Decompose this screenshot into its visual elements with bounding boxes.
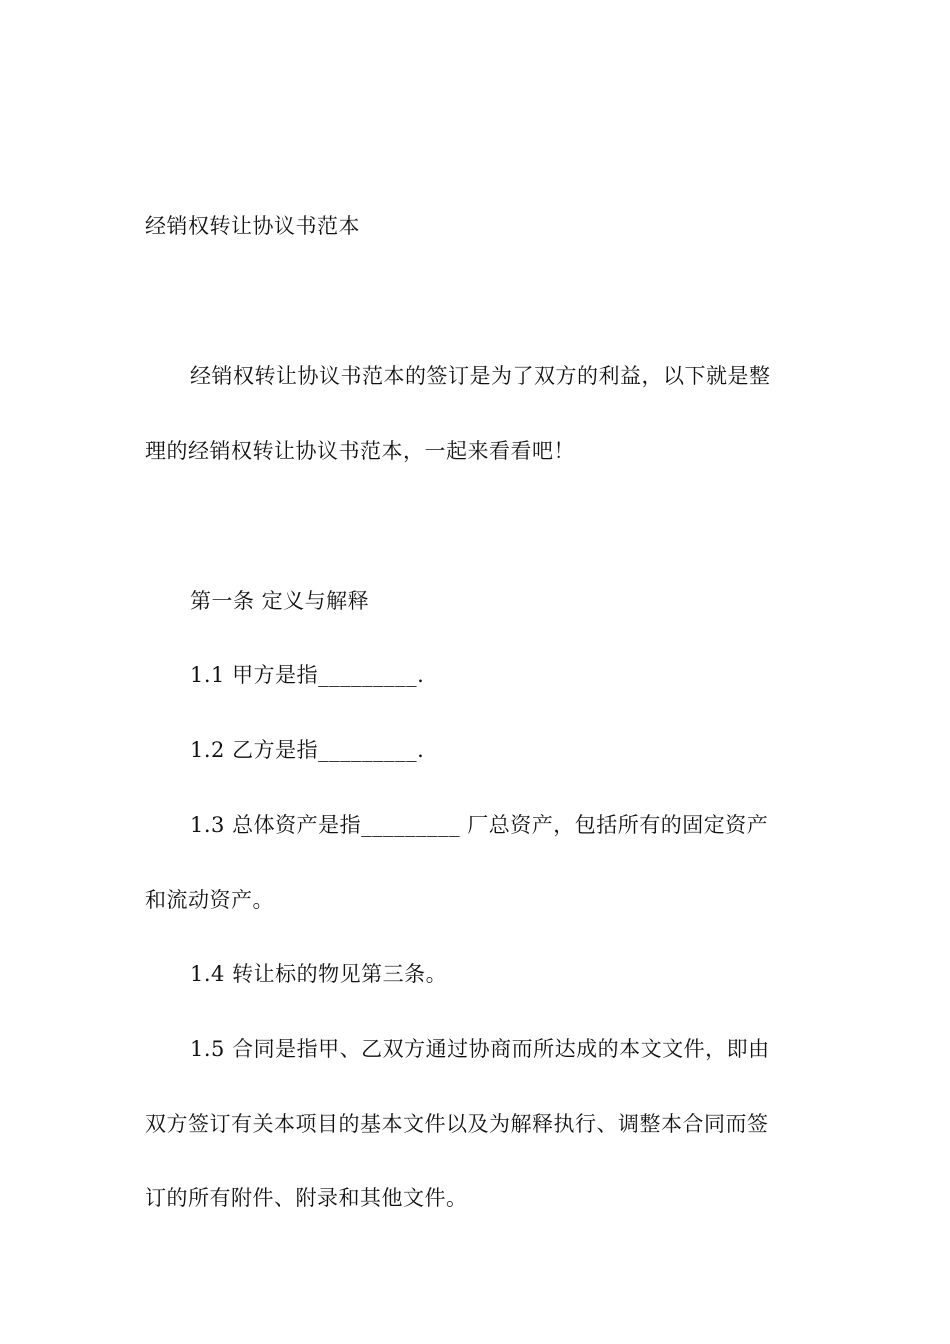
clause-1-1: 1.1 甲方是指_________. bbox=[190, 663, 425, 687]
intro-line-1: 经销权转让协议书范本的签订是为了双方的利益，以下就是整 bbox=[190, 364, 771, 388]
clause-1-2: 1.2 乙方是指_________. bbox=[190, 738, 425, 762]
clause-1-3-line-1: 1.3 总体资产是指_________ 厂总资产，包括所有的固定资产 bbox=[190, 813, 769, 837]
clause-1-5-line-3: 订的所有附件、附录和其他文件。 bbox=[145, 1186, 468, 1210]
clause-1-3-line-2: 和流动资产。 bbox=[145, 888, 274, 912]
intro-line-2: 理的经销权转让协议书范本，一起来看看吧！ bbox=[145, 439, 575, 463]
article-1-heading: 第一条 定义与解释 bbox=[190, 589, 370, 613]
document-title: 经销权转让协议书范本 bbox=[145, 214, 360, 238]
clause-1-4: 1.4 转让标的物见第三条。 bbox=[190, 962, 448, 986]
clause-1-5-line-1: 1.5 合同是指甲、乙双方通过协商而所达成的本文文件，即由 bbox=[190, 1037, 770, 1061]
clause-1-5-line-2: 双方签订有关本项目的基本文件以及为解释执行、调整本合同而签 bbox=[145, 1112, 769, 1136]
